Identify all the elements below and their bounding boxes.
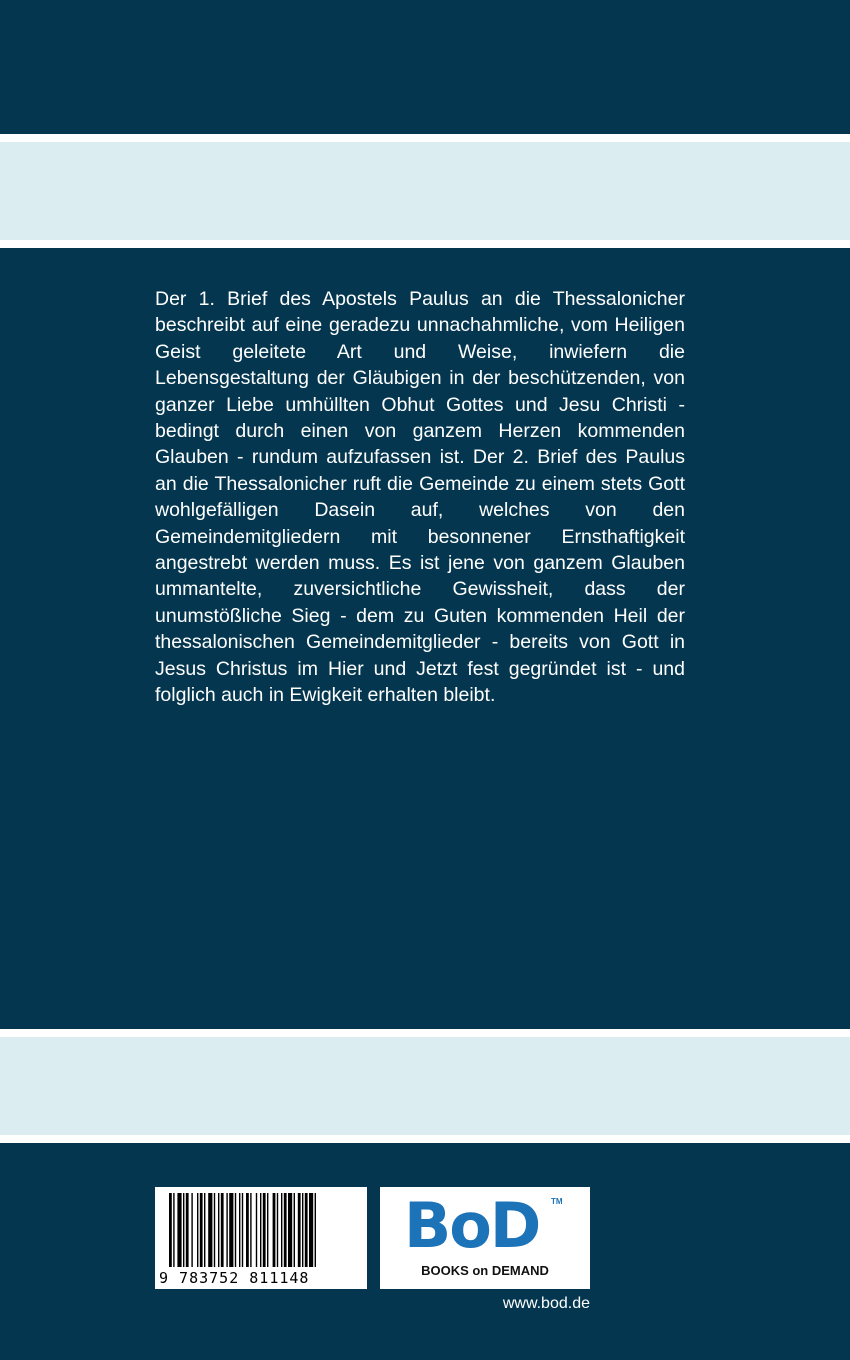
publisher-tagline: BOOKS on DEMAND (421, 1263, 549, 1278)
divider-line (0, 240, 850, 248)
isbn-number: 9 783752 811148 (159, 1269, 310, 1287)
publisher-logo (380, 1187, 590, 1289)
divider-line (0, 1135, 850, 1143)
light-band-top (0, 142, 850, 240)
publisher-website[interactable]: www.bod.de (502, 1295, 590, 1312)
divider-line (0, 1029, 850, 1037)
blurb-text: Der 1. Brief des Apostels Paulus an die Thessalonicher beschreibt auf eine geradezu unnachahmliche, vom Heiligen Geist geleitete Art und Weise, inwiefern die Lebensgestaltung der Gläubigen in der beschützenden, von ganzer Liebe umhüllten Obhut Gottes und Jesu Christi - bedingt durch einen von ganzem Herzen kommenden Glauben - rundum aufzufassen ist. Der 2. Brief des Paulus an die Thessalonicher ruft die Gemeinde zu einem stets Gott wohlgefälligen Dasein auf, welches von den Gemeindemitgliedern mit besonnener Ernsthaftigkeit angestrebt werden muss. Es ist jene von ganzem Glauben ummantelte, zuversichtliche Gewissheit, dass der unumstößliche Sieg - dem zu Guten kommenden Heil der thessalonischen Gemeindemitglieder - bereits von Gott in Jesus Christus im Hier und Jetzt fest gegründet ist - und folglich auch in Ewigkeit erhalten bleibt. (155, 288, 685, 707)
trademark-mark: TM (551, 1197, 563, 1206)
top-band (0, 0, 850, 134)
barcode (155, 1187, 367, 1289)
light-band-bottom (0, 1037, 850, 1135)
bod-logo-text: BoD (404, 1189, 540, 1262)
divider-line (0, 134, 850, 142)
